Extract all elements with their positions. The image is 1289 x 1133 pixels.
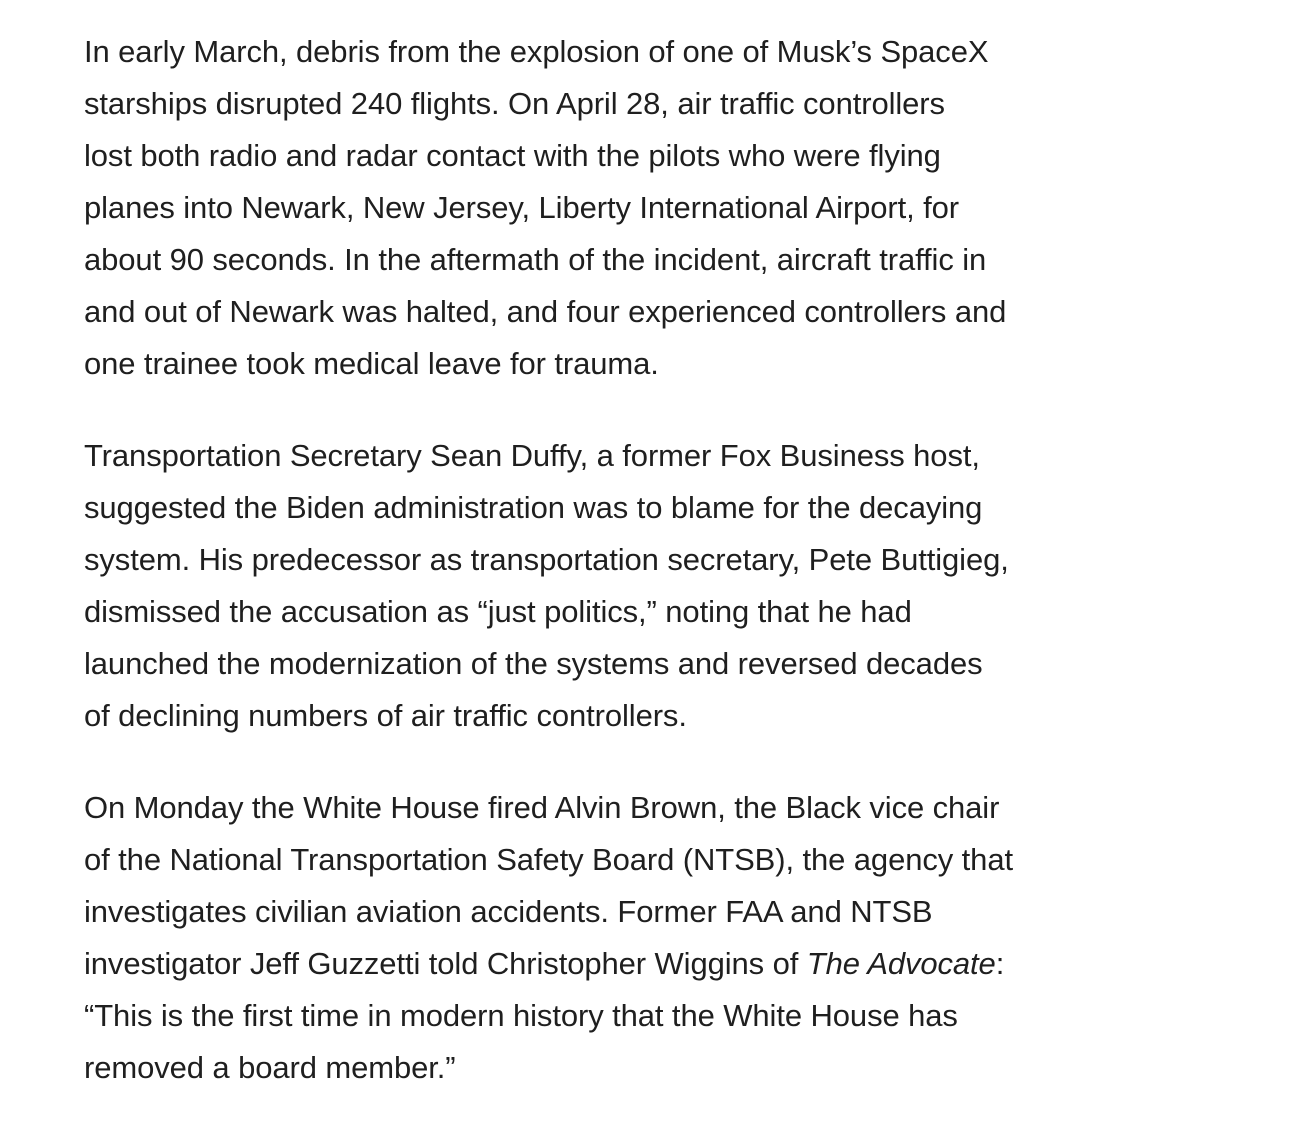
text-line: dismissed the accusation as “just politics,” noting that he had (84, 594, 912, 629)
text-line: suggested the Biden administration was to blame for the decaying (84, 490, 983, 525)
quote-line: “This is the first time in modern history that the White House has (84, 998, 958, 1033)
text-line: In early March, debris from the explosion of one of Musk’s SpaceX (84, 34, 989, 69)
article-body (84, 26, 1194, 1094)
publication-name: The Advocate (806, 946, 996, 981)
quote-line: removed a board member.” (84, 1050, 456, 1085)
punctuation: : (995, 946, 1005, 981)
paragraph-3 (84, 782, 1194, 1094)
text-line: about 90 seconds. In the aftermath of the incident, aircraft traffic in (84, 242, 987, 277)
text-line: and out of Newark was halted, and four experienced controllers and (84, 294, 1007, 329)
text-line: of the National Transportation Safety Board (NTSB), the agency that (84, 842, 1013, 877)
text-line: launched the modernization of the systems and reversed decades (84, 646, 983, 681)
text-line: investigates civilian aviation accidents. Former FAA and NTSB (84, 894, 933, 929)
text-line: planes into Newark, New Jersey, Liberty International Airport, for (84, 190, 960, 225)
text-line: Transportation Secretary Sean Duffy, a former Fox Business host, (84, 438, 980, 473)
text-line: On Monday the White House fired Alvin Brown, the Black vice chair (84, 790, 1000, 825)
text-line: system. His predecessor as transportation secretary, Pete Buttigieg, (84, 542, 1009, 577)
text-line: of declining numbers of air traffic controllers. (84, 698, 687, 733)
paragraph-2 (84, 430, 1194, 742)
paragraph-1 (84, 26, 1194, 390)
text-line: one trainee took medical leave for trauma. (84, 346, 659, 381)
text-line-with-citation (84, 938, 1194, 990)
text-line: starships disrupted 240 flights. On April 28, air traffic controllers (84, 86, 945, 121)
text-line: lost both radio and radar contact with the pilots who were flying (84, 138, 941, 173)
text-segment: investigator Jeff Guzzetti told Christopher Wiggins of (84, 946, 807, 981)
